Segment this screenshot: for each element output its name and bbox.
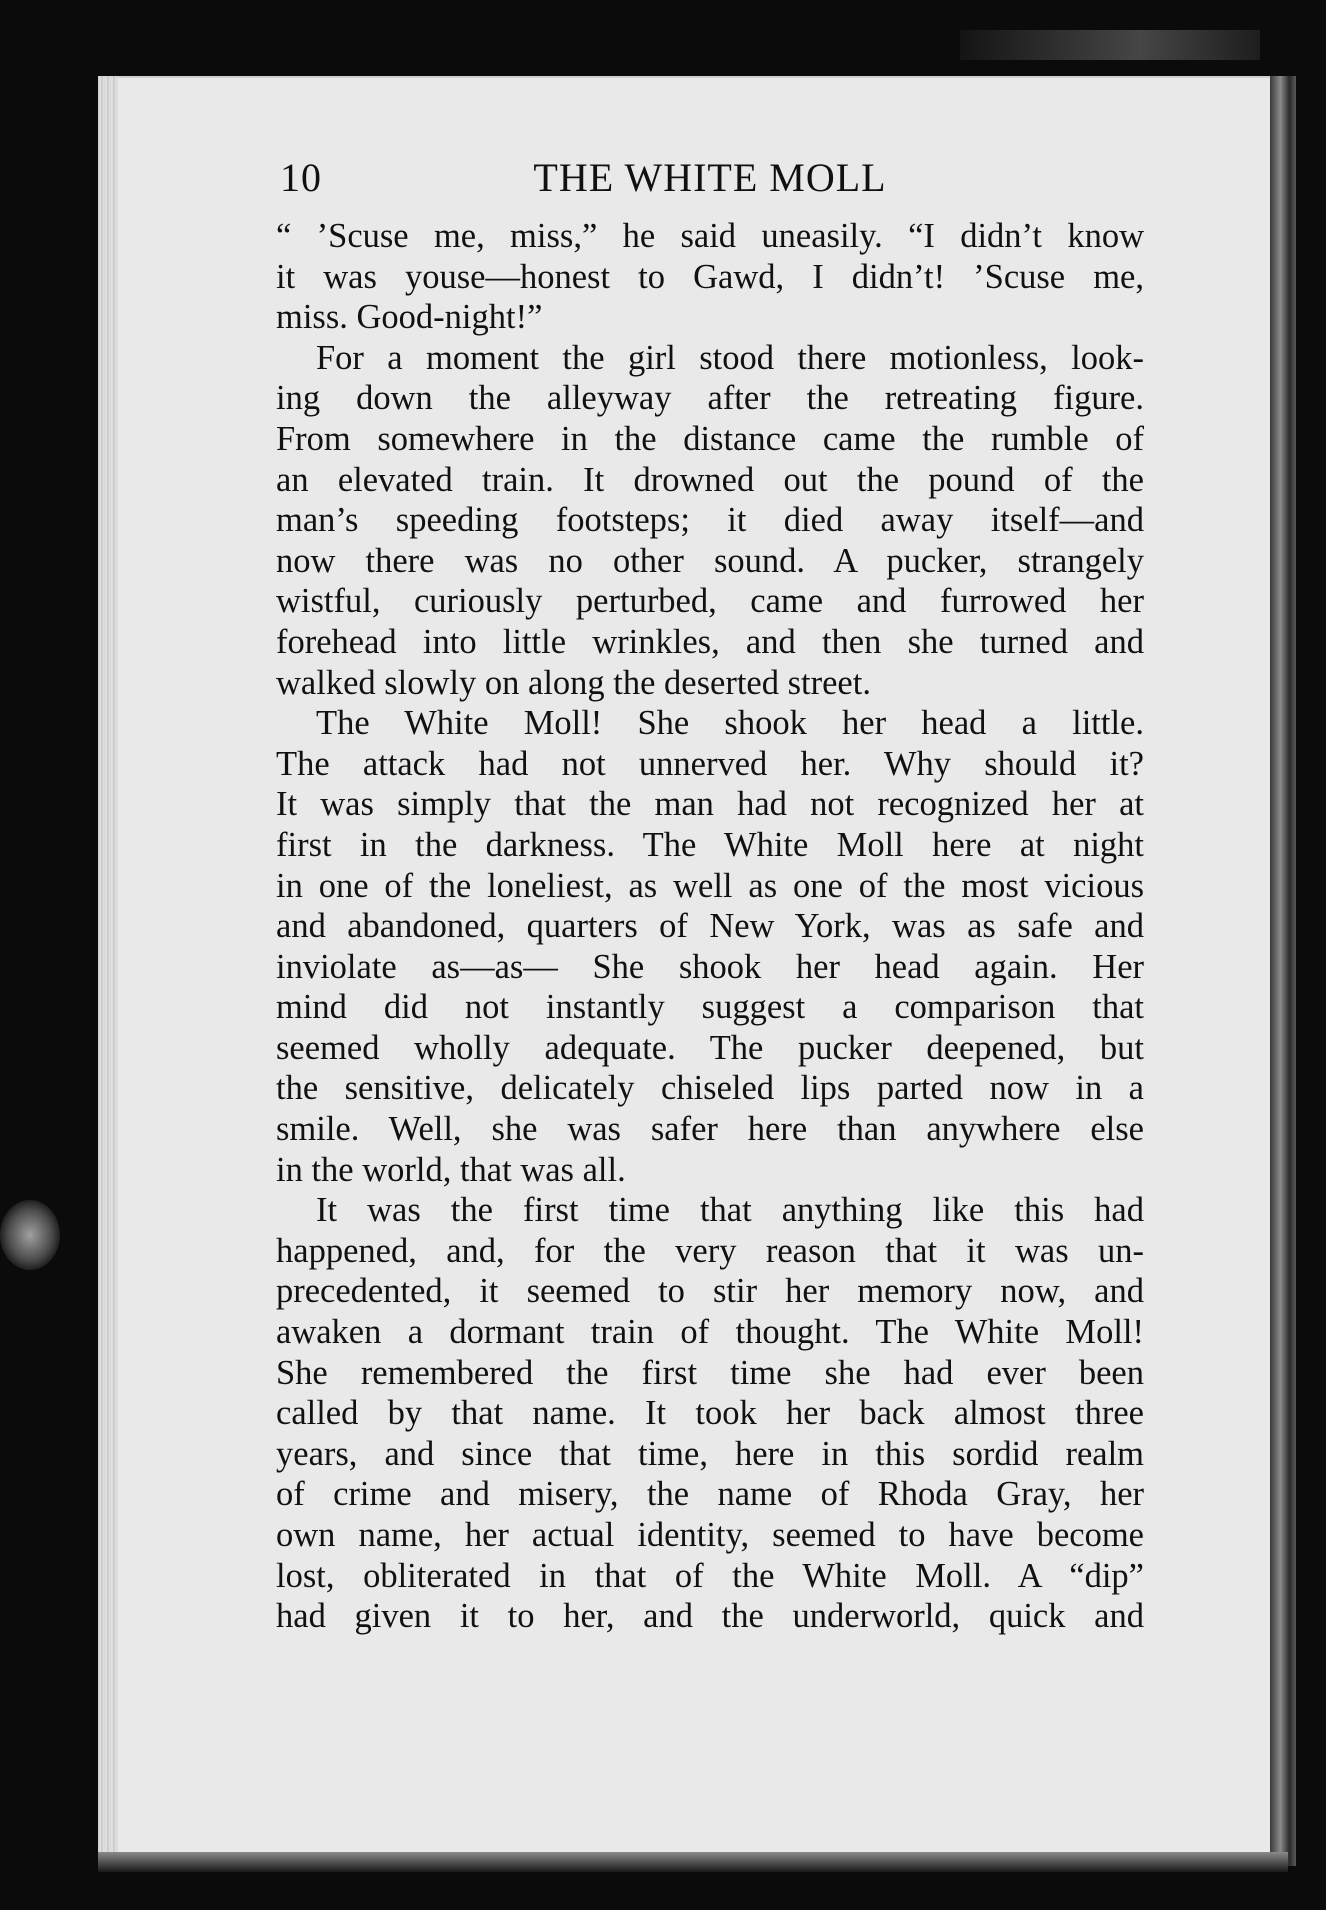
page-gutter bbox=[98, 76, 118, 1860]
text-line: walked slowly on along the deserted street. bbox=[276, 663, 871, 702]
page-edge bbox=[1270, 76, 1296, 1866]
text-line: man’s speeding footsteps; it died away itself—and bbox=[276, 501, 1144, 540]
text-line: seemed wholly adequate. The pucker deepened, but bbox=[276, 1028, 1144, 1067]
text-line: awaken a dormant train of thought. The White Moll! bbox=[276, 1313, 1144, 1352]
scan-artifact bbox=[0, 1200, 60, 1270]
body-text bbox=[276, 216, 1144, 1637]
text-line: forehead into little wrinkles, and then she turned and bbox=[276, 622, 1144, 661]
text-line: now there was no other sound. A pucker, strangely bbox=[276, 541, 1144, 580]
text-line: miss. Good-night!” bbox=[276, 298, 543, 337]
text-line: it was youse—honest to Gawd, I didn’t! ’Scuse me, bbox=[276, 257, 1144, 296]
text-line: of crime and misery, the name of Rhoda Gray, her bbox=[276, 1475, 1144, 1514]
text-line: wistful, curiously perturbed, came and furrowed her bbox=[276, 582, 1144, 621]
text-line: ing down the alleyway after the retreating figure. bbox=[276, 379, 1144, 418]
running-title: THE WHITE MOLL bbox=[533, 155, 887, 200]
page-bottom-shadow bbox=[98, 1852, 1288, 1872]
text-line: an elevated train. It drowned out the pound of the bbox=[276, 460, 1144, 499]
text-line: in one of the loneliest, as well as one of the most vicious bbox=[276, 866, 1144, 905]
text-line: She remembered the first time she had ever been bbox=[276, 1353, 1144, 1392]
text-line: and abandoned, quarters of New York, was as safe and bbox=[276, 907, 1144, 946]
text-line: called by that name. It took her back almost three bbox=[276, 1394, 1144, 1433]
text-line: The White Moll! She shook her head a little. bbox=[316, 704, 1144, 743]
text-line: It was the first time that anything like this had bbox=[316, 1191, 1144, 1230]
text-line: lost, obliterated in that of the White Moll. A “dip” bbox=[276, 1556, 1144, 1595]
text-line: It was simply that the man had not recognized her at bbox=[276, 785, 1144, 824]
text-line: inviolate as—as— She shook her head again. Her bbox=[276, 947, 1144, 986]
scan-top-strip bbox=[960, 30, 1260, 60]
text-line: From somewhere in the distance came the rumble of bbox=[276, 419, 1144, 458]
text-line: had given it to her, and the underworld, quick and bbox=[276, 1597, 1144, 1636]
text-line: the sensitive, delicately chiseled lips parted now in a bbox=[276, 1069, 1144, 1108]
text-line: first in the darkness. The White Moll here at night bbox=[276, 825, 1144, 864]
text-line: years, and since that time, here in this sordid realm bbox=[276, 1434, 1144, 1473]
text-line: precedented, it seemed to stir her memory now, and bbox=[276, 1272, 1144, 1311]
text-line: mind did not instantly suggest a comparison that bbox=[276, 988, 1144, 1027]
text-line: in the world, that was all. bbox=[276, 1150, 626, 1189]
text-line: happened, and, for the very reason that it was un- bbox=[276, 1231, 1144, 1270]
page-number: 10 bbox=[280, 155, 322, 200]
text-line: own name, her actual identity, seemed to have become bbox=[276, 1516, 1144, 1554]
text-line: The attack had not unnerved her. Why should it? bbox=[276, 744, 1144, 783]
text-line: smile. Well, she was safer here than anywhere else bbox=[276, 1110, 1144, 1149]
page-header bbox=[270, 150, 1150, 206]
text-line: “ ’Scuse me, miss,” he said uneasily. “I didn’t know bbox=[276, 217, 1144, 255]
text-line: For a moment the girl stood there motionless, look- bbox=[316, 338, 1144, 377]
